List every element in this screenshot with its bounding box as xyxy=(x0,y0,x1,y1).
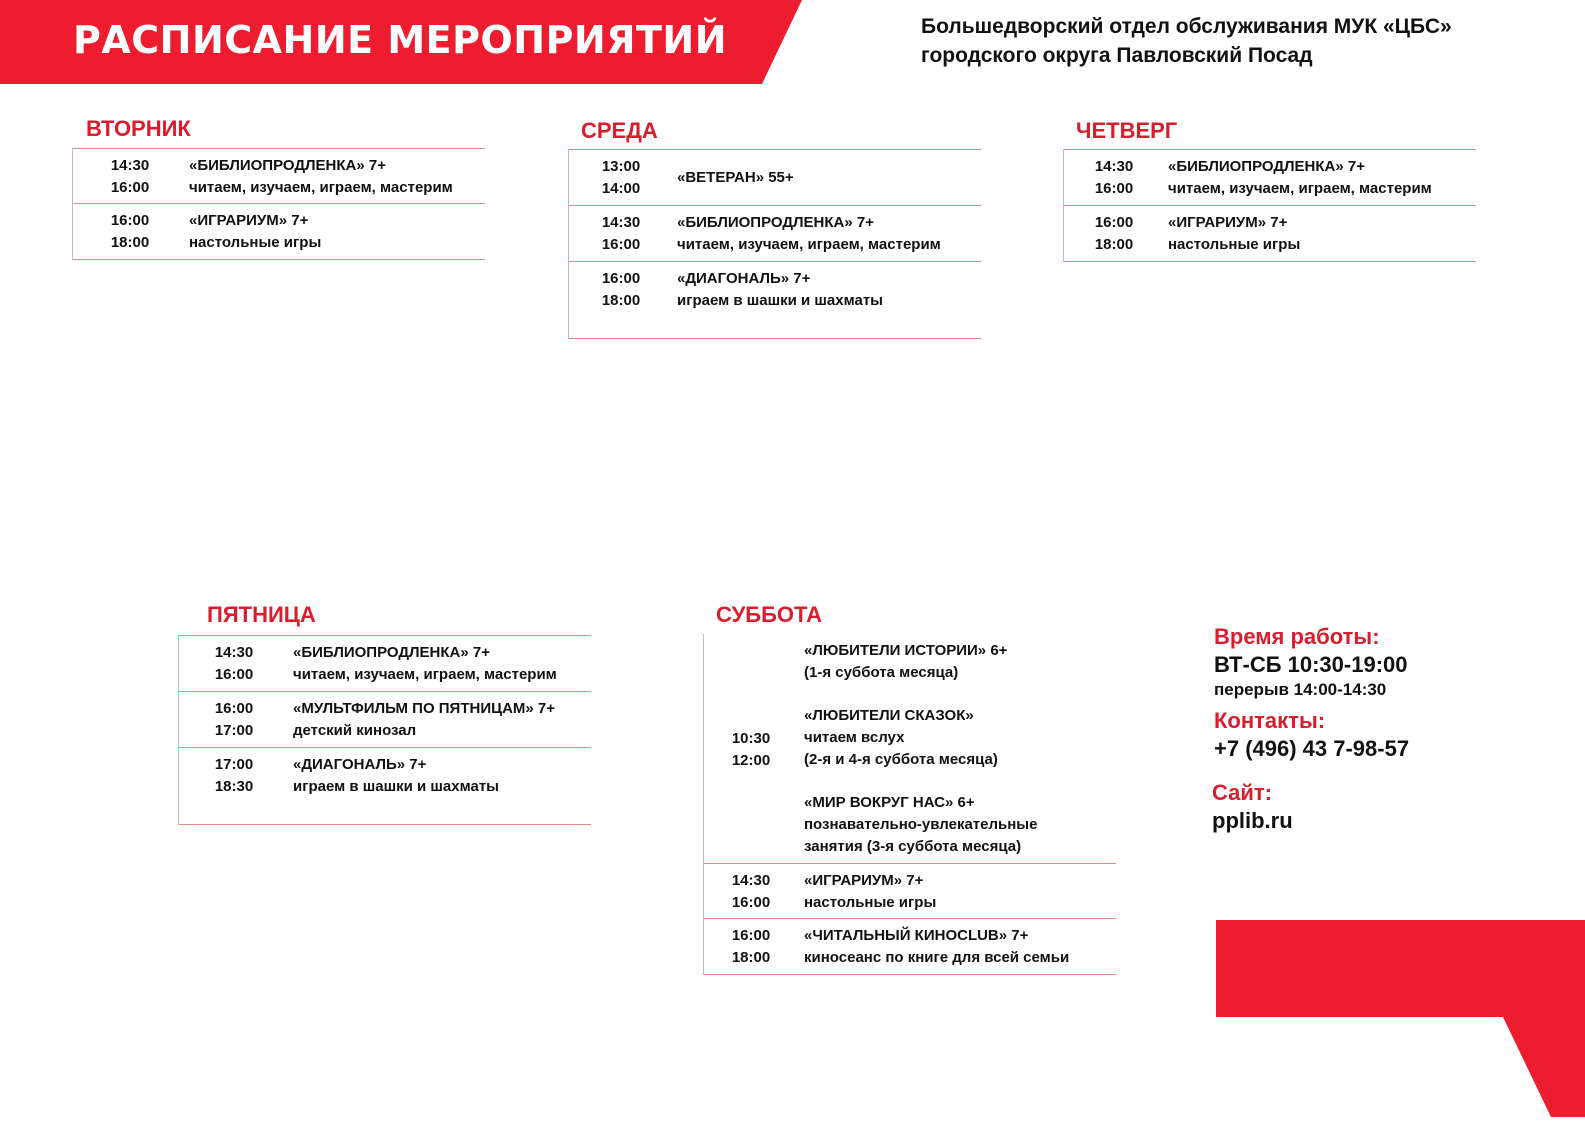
event-title: «ВЕТЕРАН» 55+ xyxy=(677,169,794,186)
break-time: перерыв 14:00-14:30 xyxy=(1214,680,1387,699)
start-time: 16:00 xyxy=(214,700,254,717)
hours-label: Время работы: xyxy=(1214,624,1380,649)
end-time: 18:00 xyxy=(601,292,641,309)
event-description: играем в шашки и шахматы xyxy=(293,778,499,795)
event-title: «ЧИТАЛЬНЫЙ КИНОCLUB» 7+ xyxy=(804,927,1029,944)
end-time: 17:00 xyxy=(214,722,254,739)
event-title: «ИГРАРИУМ» 7+ xyxy=(189,212,309,229)
event-description: настольные игры xyxy=(1168,236,1301,253)
contacts-label: Контакты: xyxy=(1214,708,1326,733)
event-info xyxy=(677,167,794,189)
event-title: «ДИАГОНАЛЬ» 7+ xyxy=(293,756,427,773)
event-title: «ИГРАРИУМ» 7+ xyxy=(1168,214,1288,231)
table-row xyxy=(1064,149,1476,206)
phone-number[interactable]: +7 (496) 43 7-98-57 xyxy=(1214,736,1410,761)
table-row xyxy=(704,634,1116,864)
event-info xyxy=(804,792,1037,858)
start-time: 17:00 xyxy=(214,756,254,773)
start-time: 14:30 xyxy=(731,872,771,889)
time-range xyxy=(586,212,656,256)
page-title: РАСПИСАНИЕ МЕРОПРИЯТИЙ xyxy=(73,18,728,62)
event-description: (1-я суббота месяца) xyxy=(804,664,959,681)
org-line-1: Большедворский отдел обслуживания МУК «ЦБС» xyxy=(921,15,1452,38)
end-time: 12:00 xyxy=(731,752,771,769)
end-time: 16:00 xyxy=(110,179,150,196)
time-range xyxy=(199,754,269,798)
event-info xyxy=(804,640,1007,684)
table-row xyxy=(569,262,981,339)
time-range xyxy=(95,155,165,199)
end-time: 16:00 xyxy=(214,666,254,683)
org-line-2: городского округа Павловский Посад xyxy=(921,44,1313,67)
day-title-wednesday: СРЕДА xyxy=(581,118,658,143)
start-time: 14:30 xyxy=(110,157,150,174)
corner-shape xyxy=(1216,920,1585,1117)
event-info xyxy=(804,870,936,914)
event-description: (2-я и 4-я суббота месяца) xyxy=(804,751,998,768)
time-range xyxy=(199,642,269,686)
day-title-saturday: СУББОТА xyxy=(716,602,822,627)
schedule-thursday xyxy=(1063,149,1476,262)
event-description: настольные игры xyxy=(804,894,937,911)
time-range xyxy=(586,156,656,200)
table-row xyxy=(569,149,981,206)
event-description: играем в шашки и шахматы xyxy=(677,292,883,309)
table-row xyxy=(569,206,981,262)
event-title: «БИБЛИОПРОДЛЕНКА» 7+ xyxy=(189,157,386,174)
schedule-wednesday xyxy=(568,149,981,339)
start-time: 14:30 xyxy=(601,214,641,231)
event-info xyxy=(189,210,321,254)
time-range xyxy=(199,698,269,742)
table-row xyxy=(73,148,485,204)
day-title-friday: ПЯТНИЦА xyxy=(207,602,316,627)
event-title: «БИБЛИОПРОДЛЕНКА» 7+ xyxy=(1168,158,1365,175)
event-title: «БИБЛИОПРОДЛЕНКА» 7+ xyxy=(677,214,874,231)
time-range xyxy=(1079,212,1149,256)
start-time: 13:00 xyxy=(601,158,641,175)
time-range xyxy=(95,210,165,254)
event-title: «ЛЮБИТЕЛИ ИСТОРИИ» 6+ xyxy=(804,642,1008,659)
table-row xyxy=(179,692,591,748)
event-info xyxy=(677,268,883,312)
event-info xyxy=(189,155,453,199)
event-description: читаем, изучаем, играем, мастерим xyxy=(1168,180,1432,197)
end-time: 16:00 xyxy=(601,236,641,253)
event-info xyxy=(804,705,998,771)
event-description: читаем, изучаем, играем, мастерим xyxy=(293,666,557,683)
table-row xyxy=(73,204,485,260)
organization-name xyxy=(921,12,1452,70)
site-label: Сайт: xyxy=(1212,780,1273,805)
end-time: 16:00 xyxy=(1094,180,1134,197)
event-info xyxy=(1168,156,1432,200)
start-time: 16:00 xyxy=(731,927,771,944)
end-time: 18:30 xyxy=(214,778,254,795)
header-banner xyxy=(0,0,802,84)
event-title: «ЛЮБИТЕЛИ СКАЗОК» xyxy=(804,707,974,724)
end-time: 16:00 xyxy=(731,894,771,911)
start-time: 10:30 xyxy=(731,730,771,747)
table-row xyxy=(1064,206,1476,262)
time-range xyxy=(1079,156,1149,200)
site-link[interactable]: pplib.ru xyxy=(1212,808,1293,833)
end-time: 18:00 xyxy=(731,949,771,966)
start-time: 14:30 xyxy=(1094,158,1134,175)
day-title-tuesday: ВТОРНИК xyxy=(86,116,191,141)
event-info xyxy=(293,754,499,798)
event-description: занятия (3-я суббота месяца) xyxy=(804,838,1022,855)
start-time: 16:00 xyxy=(601,270,641,287)
event-info xyxy=(677,212,941,256)
time-range xyxy=(716,870,786,914)
event-description: читаем, изучаем, играем, мастерим xyxy=(677,236,941,253)
table-row xyxy=(179,748,591,825)
table-row xyxy=(704,919,1116,975)
event-description: киносеанс по книге для всей семьи xyxy=(804,949,1070,966)
corner-decoration xyxy=(1216,920,1585,1122)
start-time: 16:00 xyxy=(110,212,150,229)
table-row xyxy=(179,635,591,692)
schedule-saturday xyxy=(703,634,1116,975)
event-info xyxy=(293,642,557,686)
schedule-tuesday xyxy=(72,148,485,260)
end-time: 18:00 xyxy=(1094,236,1134,253)
event-title: «МУЛЬТФИЛЬМ ПО ПЯТНИЦАМ» 7+ xyxy=(293,700,556,717)
schedule-friday xyxy=(178,635,591,825)
start-time: 14:30 xyxy=(214,644,254,661)
event-info xyxy=(804,925,1069,969)
end-time: 18:00 xyxy=(110,234,150,251)
time-range xyxy=(716,925,786,969)
event-info xyxy=(1168,212,1300,256)
event-title: «ДИАГОНАЛЬ» 7+ xyxy=(677,270,811,287)
event-title: «БИБЛИОПРОДЛЕНКА» 7+ xyxy=(293,644,490,661)
event-description: детский кинозал xyxy=(293,722,417,739)
info-panel xyxy=(1214,624,1409,834)
event-description: читаем вслух xyxy=(804,729,905,746)
time-range xyxy=(716,728,786,772)
event-title: «МИР ВОКРУГ НАС» 6+ xyxy=(804,794,975,811)
event-description: настольные игры xyxy=(189,234,322,251)
event-description: познавательно-увлекательные xyxy=(804,816,1038,833)
working-hours: ВТ-СБ 10:30-19:00 xyxy=(1214,652,1408,677)
event-description: читаем, изучаем, играем, мастерим xyxy=(189,179,453,196)
time-range xyxy=(586,268,656,312)
event-info xyxy=(293,698,555,742)
day-title-thursday: ЧЕТВЕРГ xyxy=(1076,118,1178,143)
end-time: 14:00 xyxy=(601,180,641,197)
start-time: 16:00 xyxy=(1094,214,1134,231)
event-title: «ИГРАРИУМ» 7+ xyxy=(804,872,924,889)
table-row xyxy=(704,864,1116,919)
